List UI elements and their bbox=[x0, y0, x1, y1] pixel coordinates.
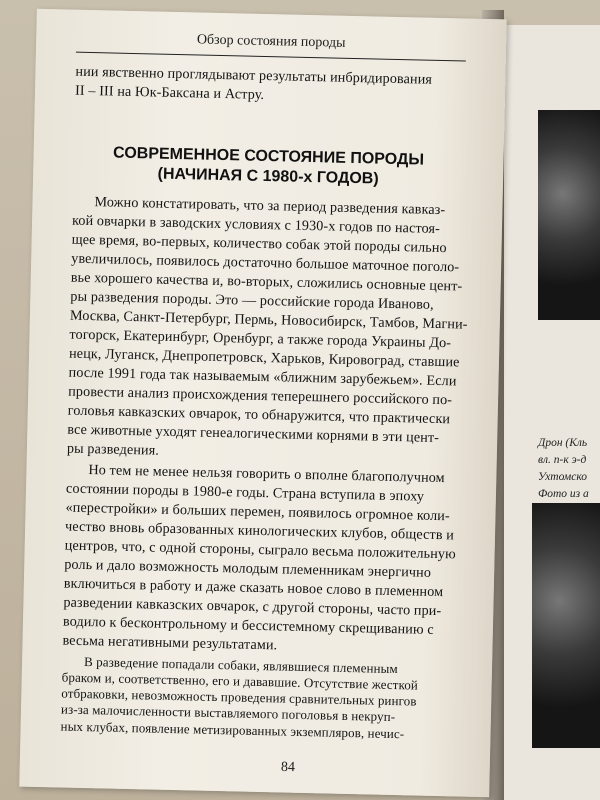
paragraph-line: ных клубах, появление метизированных экземпляров, нечис- bbox=[60, 718, 405, 741]
paragraph-line: после 1991 года так называемым «ближним зарубежьем». Если bbox=[68, 364, 457, 390]
paragraph-line: Но тем не менее нельзя говорить о вполне благополучном bbox=[88, 461, 445, 486]
paragraph-line: кой овчарки в заводских условиях с 1930-х годов по настоя- bbox=[71, 212, 441, 237]
paragraph-line: разведении кавказских овчарок, с другой стороны, часто при- bbox=[63, 594, 442, 619]
running-header: Обзор состояния породы bbox=[196, 32, 346, 51]
paragraph-line: все животные уходят генеалогическими корнями в эти цент- bbox=[67, 421, 440, 446]
paragraph-line: чество вновь образованных кинологических клубов, обществ и bbox=[64, 518, 455, 544]
paragraph-line: состоянии породы в 1980-е годы. Страна вступила в эпоху bbox=[65, 480, 425, 505]
paragraph-line: тогорск, Екатеринбург, Оренбург, а также города Украины До- bbox=[69, 326, 452, 352]
intro-line: нии явственно проглядывают результаты инбридирования bbox=[75, 64, 433, 89]
paragraph-line: ры разведения. bbox=[66, 440, 160, 459]
caption-line-2: вл. п-к э-д bbox=[538, 454, 587, 466]
paragraph-line: Можно констатировать, что за период разведения кавказ- bbox=[94, 193, 446, 218]
caption-line-4: Фото из а bbox=[538, 488, 589, 500]
caption-line-1: Дрон (Кль bbox=[538, 437, 588, 449]
caption-line-3: Ухтомско bbox=[538, 471, 588, 483]
paragraph-line: центров, что, с одной стороны, сыграло весьма положительную bbox=[64, 537, 456, 563]
paragraph-line: роль и дало возможность молодым племенникам энергично bbox=[64, 556, 432, 581]
paragraph-line: вье хорошего качества и, во-вторых, сложились основные цент- bbox=[70, 269, 463, 295]
paragraph-line: головья кавказских овчарок, то обнаружится, что практически bbox=[67, 402, 451, 428]
paragraph-line: нецк, Луганск, Днепропетровск, Харьков, Кировоград, ставшие bbox=[68, 345, 460, 371]
section-title-line-2: (НАЧИНАЯ С 1980-х ГОДОВ) bbox=[157, 165, 379, 188]
intro-line: II – III на Юк-Баксана и Астру. bbox=[74, 83, 265, 104]
paragraph-line: из-за малочисленности выставляемого поголовья в некруп- bbox=[60, 701, 396, 725]
dog-photo-bottom bbox=[532, 503, 600, 748]
book-page bbox=[19, 9, 507, 797]
page-number: 84 bbox=[280, 759, 296, 776]
paragraph-line: В разведение попадали собаки, являвшиеся племенным bbox=[83, 653, 399, 676]
paragraph-line: отбраковки, невозможность проведения сравнительных рингов bbox=[61, 685, 417, 709]
paragraph-line: водило к бесконтрольному и бессистемному скрещиванию с bbox=[62, 613, 434, 638]
section-title-line-1: СОВРЕМЕННОЕ СОСТОЯНИЕ ПОРОДЫ bbox=[112, 144, 425, 169]
dog-photo-top bbox=[538, 110, 600, 320]
paragraph-line: Москва, Санкт-Петербург, Пермь, Новосибирск, Тамбов, Магни- bbox=[69, 307, 468, 333]
paragraph-line: увеличилось, появилось достаточно большое маточное поголо- bbox=[71, 250, 460, 276]
paragraph-line: включиться в работу и даже сказать новое слово в племенном bbox=[63, 575, 444, 600]
paragraph-line: провести анализ происхождения теперешнего российского по- bbox=[68, 383, 453, 409]
paragraph-line: щее время, во-первых, количество собак этой породы сильно bbox=[71, 231, 447, 256]
paragraph-line: ры разведения породы. Это — российские города Иваново, bbox=[70, 288, 434, 313]
paragraph-line: «перестройки» и больших перемен, появилось огромное коли- bbox=[65, 499, 450, 524]
paragraph-line: весьма негативными результатами. bbox=[62, 632, 278, 654]
paragraph-line: браком и, соответственно, его и дававшие. Отсутствие жесткой bbox=[61, 669, 419, 693]
facing-page bbox=[500, 25, 600, 800]
